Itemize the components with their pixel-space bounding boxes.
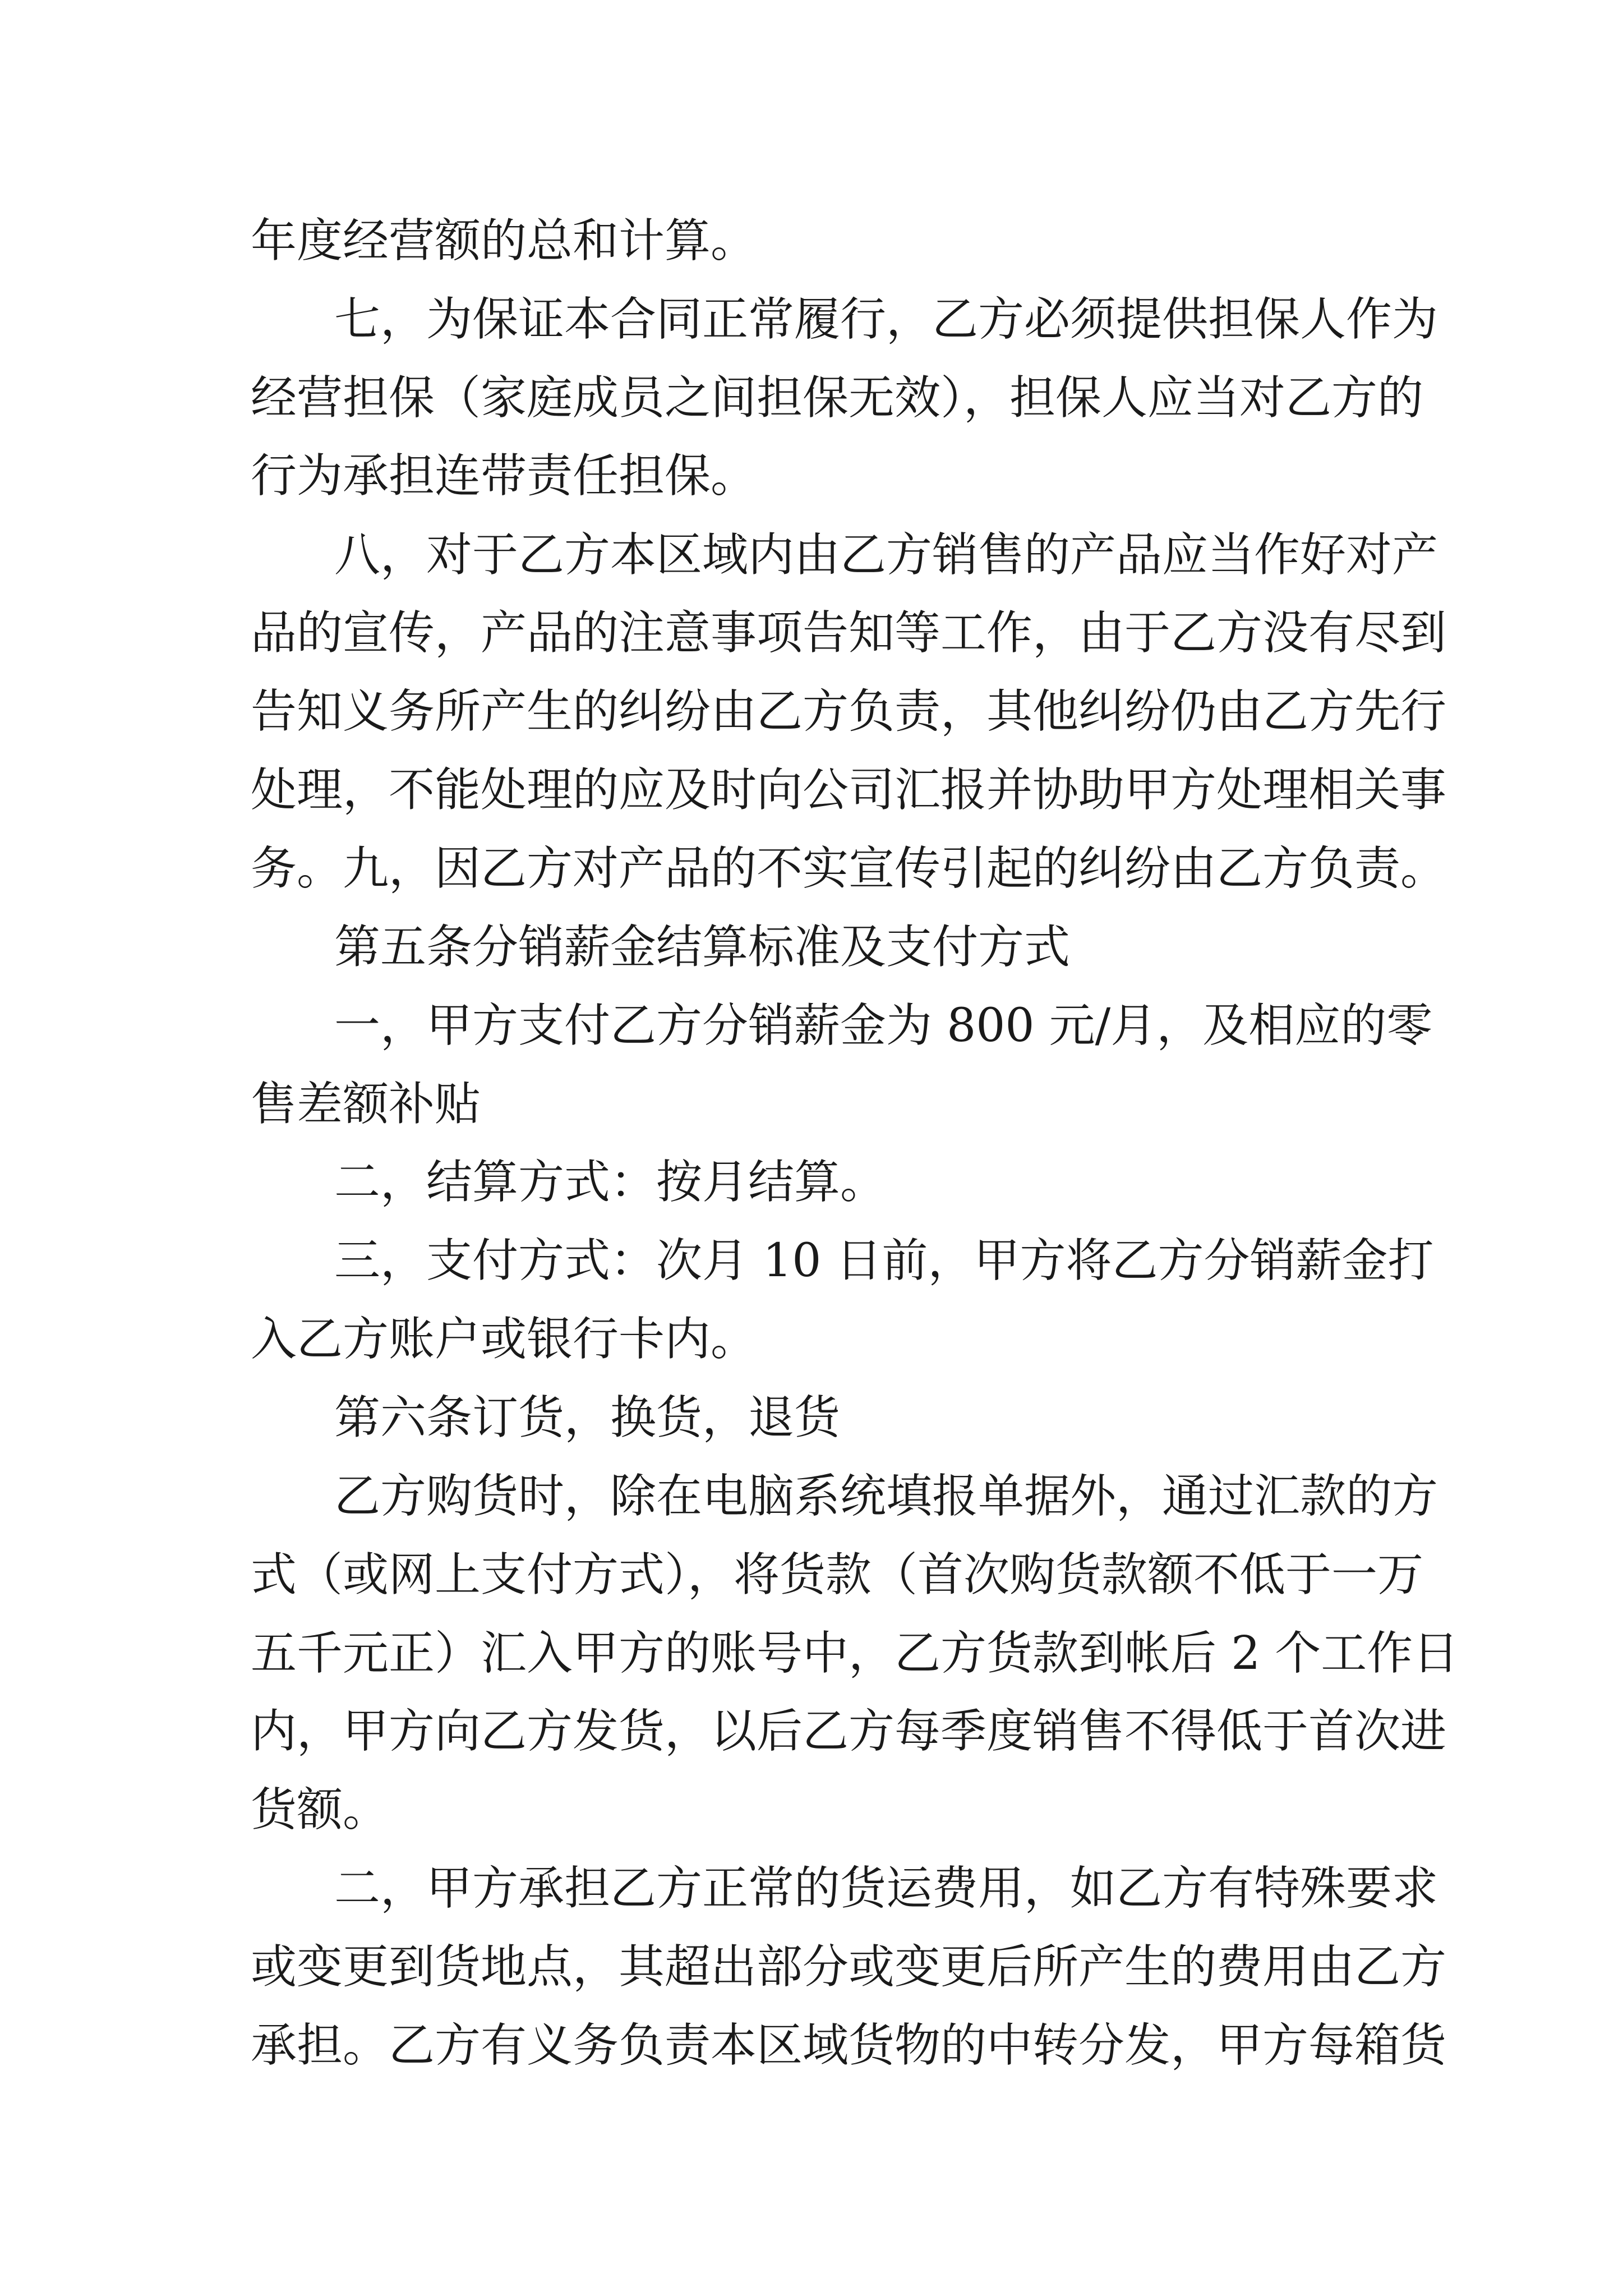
text-line: 乙方购货时，除在电脑系统填报单据外，通过汇款的方 (334, 1470, 1438, 1523)
text-line: 八，对于乙方本区域内由乙方销售的产品应当作好对产 (334, 528, 1438, 582)
text-line: 品的宣传，产品的注意事项告知等工作，由于乙方没有尽到 (251, 606, 1447, 660)
text-line: 七，为保证本合同正常履行，乙方必须提供担保人作为 (334, 293, 1438, 346)
text-line: 式（或网上支付方式），将货款（首次购货款额不低于一万 (251, 1548, 1424, 1602)
text-line: 承担。乙方有义务负责本区域货物的中转分发，甲方每箱货 (251, 2019, 1447, 2072)
text-line: 五千元正）汇入甲方的账号中，乙方货款到帐后 2 个工作日 (251, 1627, 1459, 1680)
text-line: 或变更到货地点，其超出部分或变更后所产生的费用由乙方 (251, 1940, 1447, 1994)
text-line: 行为承担连带责任担保。 (251, 449, 757, 503)
text-line: 处理，不能处理的应及时向公司汇报并协助甲方处理相关事 (251, 763, 1447, 817)
text-line: 二，结算方式：按月结算。 (334, 1156, 887, 1209)
text-line: 三，支付方式：次月 10 日前，甲方将乙方分销薪金打 (334, 1234, 1434, 1287)
text-line: 售差额补贴 (251, 1078, 481, 1131)
text-line: 务。九，因乙方对产品的不实宣传引起的纠纷由乙方负责。 (251, 842, 1447, 895)
text-line: 年度经营额的总和计算。 (251, 214, 757, 268)
section-heading: 第六条订货，换货，退货 (334, 1391, 841, 1444)
text-line: 一，甲方支付乙方分销薪金为 800 元/月，及相应的零 (334, 999, 1433, 1052)
text-line: 货额。 (251, 1783, 389, 1837)
text-line: 入乙方账户或银行卡内。 (251, 1313, 757, 1366)
text-line: 内，甲方向乙方发货，以后乙方每季度销售不得低于首次进 (251, 1705, 1447, 1758)
section-heading: 第五条分销薪金结算标准及支付方式 (334, 921, 1071, 974)
text-line: 告知义务所产生的纠纷由乙方负责，其他纠纷仍由乙方先行 (251, 685, 1447, 738)
text-line: 经营担保（家庭成员之间担保无效），担保人应当对乙方的 (251, 371, 1424, 425)
text-line: 二，甲方承担乙方正常的货运费用，如乙方有特殊要求 (334, 1862, 1438, 1915)
